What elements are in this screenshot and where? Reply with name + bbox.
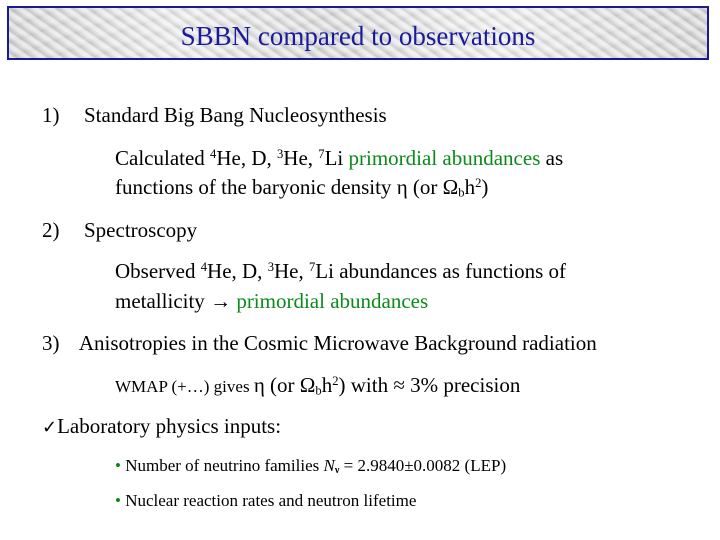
section-1-number: 1) xyxy=(42,103,60,127)
section-1-line-2 xyxy=(115,175,488,200)
text: He, xyxy=(273,259,309,283)
superscript: 3 xyxy=(277,147,284,162)
lab-title: Laboratory physics inputs: xyxy=(57,414,282,438)
text: He, D, xyxy=(207,259,268,283)
lab-item-reactions xyxy=(115,491,416,511)
eta-symbol: η xyxy=(253,373,265,397)
checkmark-icon: ✓ xyxy=(42,417,58,438)
text: N xyxy=(323,456,335,475)
section-1-heading xyxy=(42,103,387,128)
lab-heading xyxy=(42,414,281,439)
text: Observed xyxy=(115,259,201,283)
section-2-line-2 xyxy=(115,289,428,314)
text: (or xyxy=(264,373,300,397)
text: He, D, xyxy=(216,146,277,170)
section-3-number: 3) xyxy=(42,331,60,355)
text: (or xyxy=(407,175,443,199)
text: He, xyxy=(283,146,319,170)
text: Li abundances as functions of xyxy=(315,259,567,283)
slide-title: SBBN compared to observations xyxy=(180,21,536,51)
section-2-number: 2) xyxy=(42,218,60,242)
section-3-heading xyxy=(42,331,597,356)
superscript: 7 xyxy=(318,147,325,162)
section-2-heading xyxy=(42,218,197,243)
superscript: 7 xyxy=(308,260,316,275)
title-banner xyxy=(7,6,709,60)
bullet-icon: • xyxy=(115,456,121,475)
omega-symbol: Ω xyxy=(442,175,459,199)
text: Nuclear reaction rates and neutron lifetime xyxy=(120,491,417,510)
section-2-title: Spectroscopy xyxy=(84,218,198,242)
text: 3% precision xyxy=(404,373,521,397)
section-1-line-1 xyxy=(115,146,563,171)
bullet-icon: • xyxy=(115,491,121,510)
subscript: b xyxy=(315,383,322,398)
omega-symbol: Ω xyxy=(299,373,316,397)
superscript: 3 xyxy=(267,260,274,275)
right-arrow-icon: → xyxy=(210,289,232,313)
text: h xyxy=(464,175,476,199)
section-3-title: Anisotropies in the Cosmic Microwave Background radiation xyxy=(78,331,597,355)
text: Number of neutrino families xyxy=(120,456,324,475)
nu-symbol: ν xyxy=(334,465,340,477)
section-1-title: Standard Big Bang Nucleosynthesis xyxy=(84,103,387,127)
subscript: b xyxy=(458,185,465,200)
highlight-text: primordial abundances xyxy=(348,146,541,170)
text: functions of the baryonic density xyxy=(115,175,397,199)
text: Calculated xyxy=(115,146,211,170)
text: ) xyxy=(481,175,489,199)
section-2-line-1 xyxy=(115,259,566,284)
text: as xyxy=(540,146,564,170)
section-3-line-1 xyxy=(115,373,520,398)
superscript: 4 xyxy=(210,147,217,162)
approx-symbol: ≈ xyxy=(393,373,405,397)
text: ) with xyxy=(338,373,394,397)
eta-symbol: η xyxy=(396,175,408,199)
text: WMAP (+…) gives xyxy=(115,377,254,396)
text: metallicity xyxy=(115,289,211,313)
superscript: 2 xyxy=(332,374,339,389)
text: = 2.9840±0.0082 (LEP) xyxy=(339,456,507,475)
text: h xyxy=(321,373,333,397)
text: Li xyxy=(324,146,349,170)
superscript: 2 xyxy=(475,176,482,191)
superscript: 4 xyxy=(200,260,208,275)
highlight-text: primordial abundances xyxy=(231,289,429,313)
lab-item-neutrino xyxy=(115,456,506,476)
